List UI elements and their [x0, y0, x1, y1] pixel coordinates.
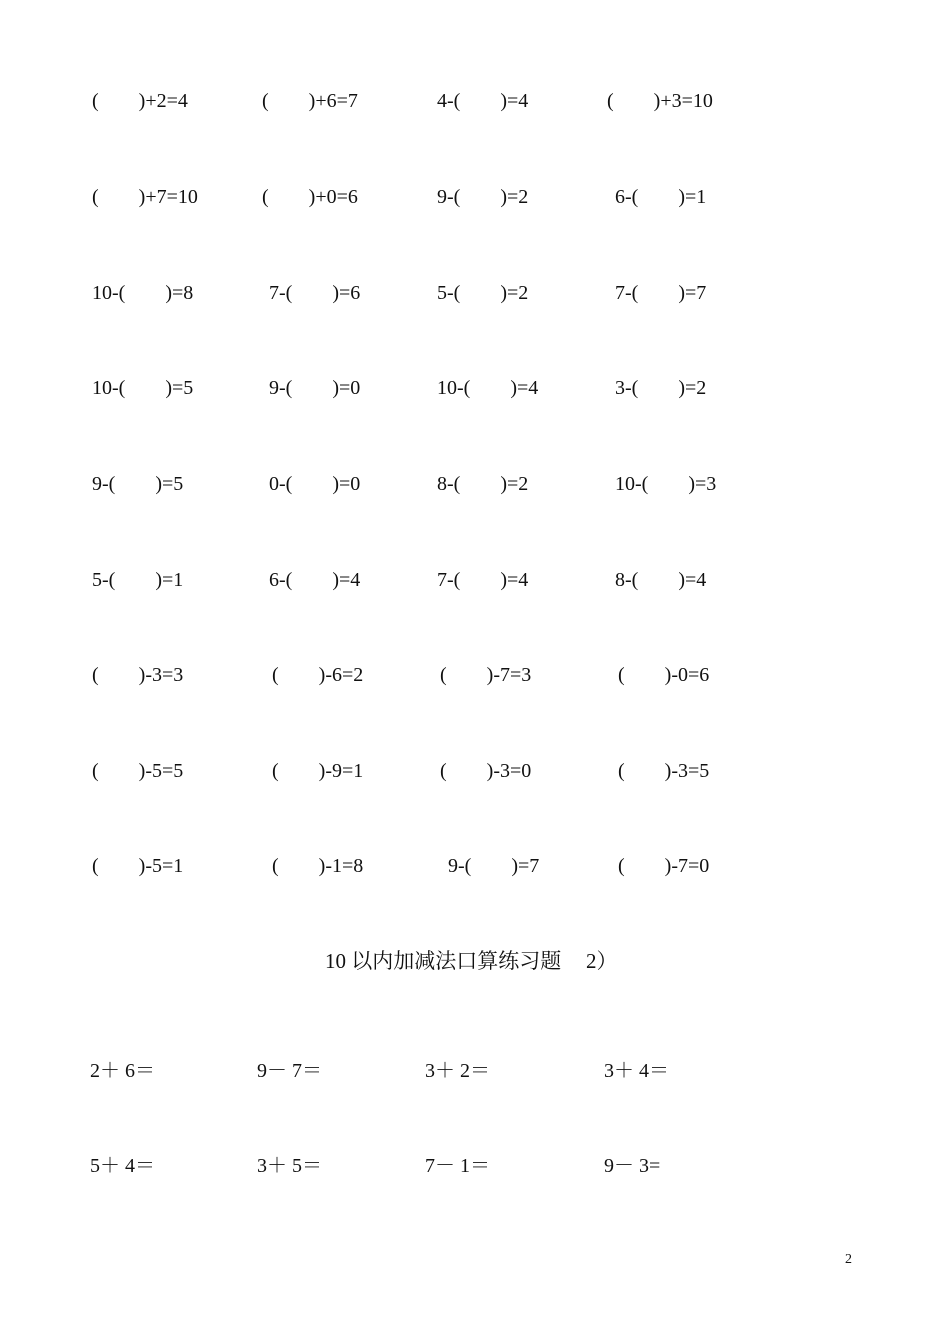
problem: 10-( )=8	[92, 282, 194, 304]
problem-row	[0, 1056, 950, 1086]
problem: 10-( )=5	[92, 377, 194, 399]
problem-row	[0, 469, 950, 499]
problem: 3-( )=2	[615, 377, 707, 399]
problem: 9-( )=2	[437, 186, 529, 208]
problem-row	[0, 1151, 950, 1181]
section-title-suffix: 2）	[586, 949, 618, 973]
problem: 6-( )=1	[615, 186, 707, 208]
problem: 9－ 3=	[604, 1155, 661, 1177]
problem: 9-( )=0	[269, 377, 361, 399]
problem: 5-( )=1	[92, 569, 184, 591]
problem: ( )-1=8	[272, 855, 364, 877]
problem: 10-( )=3	[615, 473, 717, 495]
problem-row	[0, 565, 950, 595]
problem: ( )-0=6	[618, 664, 710, 686]
problem: 7-( )=4	[437, 569, 529, 591]
problem-row	[0, 851, 950, 881]
problem: 6-( )=4	[269, 569, 361, 591]
problem: ( )-3=0	[440, 760, 532, 782]
problem: 9-( )=7	[448, 855, 540, 877]
page-number: 2	[845, 1252, 852, 1267]
problem: ( )-6=2	[272, 664, 364, 686]
problem: 5-( )=2	[437, 282, 529, 304]
problem-row	[0, 660, 950, 690]
section-title: 10 以内加减法口算练习题	[325, 949, 562, 973]
problem: 7-( )=7	[615, 282, 707, 304]
problem-row	[0, 86, 950, 116]
problem: ( )+2=4	[92, 90, 188, 112]
problem: 10-( )=4	[437, 377, 539, 399]
problem-row	[0, 373, 950, 403]
problem: ( )+0=6	[262, 186, 358, 208]
problem: ( )-3=3	[92, 664, 184, 686]
problem: ( )-5=5	[92, 760, 184, 782]
problem: ( )-7=0	[618, 855, 710, 877]
problem: 8-( )=2	[437, 473, 529, 495]
problem: 5＋ 4＝	[90, 1155, 155, 1177]
problem: 9－ 7＝	[257, 1060, 322, 1082]
problem-row	[0, 182, 950, 212]
problem: 3＋ 5＝	[257, 1155, 322, 1177]
problem-row	[0, 756, 950, 786]
problem: ( )+3=10	[607, 90, 713, 112]
problem: 7-( )=6	[269, 282, 361, 304]
problem: 2＋ 6＝	[90, 1060, 155, 1082]
problem: 3＋ 2＝	[425, 1060, 490, 1082]
problem: 3＋ 4＝	[604, 1060, 669, 1082]
problem: ( )-9=1	[272, 760, 364, 782]
problem: 8-( )=4	[615, 569, 707, 591]
problem: 4-( )=4	[437, 90, 529, 112]
problem: 0-( )=0	[269, 473, 361, 495]
problem: 7－ 1＝	[425, 1155, 490, 1177]
problem: 9-( )=5	[92, 473, 184, 495]
problem: ( )+6=7	[262, 90, 358, 112]
problem: ( )+7=10	[92, 186, 198, 208]
problem: ( )-7=3	[440, 664, 532, 686]
problem-row	[0, 278, 950, 308]
problem: ( )-5=1	[92, 855, 184, 877]
problem: ( )-3=5	[618, 760, 710, 782]
